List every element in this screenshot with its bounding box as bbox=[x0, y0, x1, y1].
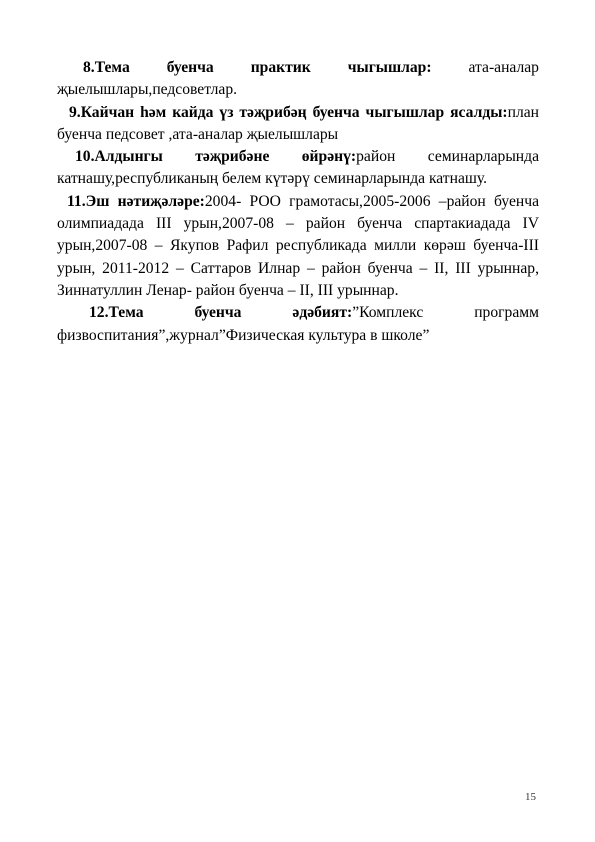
page-number: 15 bbox=[525, 791, 536, 803]
section-10 bbox=[57, 146, 539, 191]
section-10-text: район семинарларында катнашу,республиканың белем күтәрү семинарларында катнашу. bbox=[57, 148, 540, 188]
page-content bbox=[57, 57, 539, 347]
section-12-text: ”Комплекс программ физвоспитания”,журнал”Физическая культура в школе” bbox=[57, 304, 539, 344]
section-9-text: план буенча педсовет ,ата-аналар җыелышлары bbox=[57, 103, 539, 143]
section-12-heading: 12.Тема буенча әдәбият: bbox=[89, 304, 353, 322]
section-8-heading: 8.Тема буенча практик чыгышлар: bbox=[83, 59, 432, 76]
section-9 bbox=[57, 102, 539, 147]
section-11-heading: 11.Эш нәтиҗәләре: bbox=[67, 192, 205, 210]
section-12 bbox=[57, 302, 539, 347]
section-11 bbox=[57, 191, 539, 302]
section-8-text: ата-аналар җыелышлары,педсоветлар. bbox=[57, 59, 539, 99]
section-10-heading: 10.Алдынгы тәҗрибәне өйрәнү: bbox=[75, 148, 357, 166]
section-8 bbox=[57, 57, 539, 102]
section-11-text: 2004- РОО грамотасы,2005-2006 –район буенча олимпиадада III урын,2007-08 – район буенча спартакиадада IV урын,2007-08 – Якупов Рафил республикада милли көрәш буенча-III урын, 2011-2012 – Саттаров Илнар – район буенча – II, III урыннар, Зиннатуллин Ленар- район буенча – II, III урыннар. bbox=[57, 192, 539, 299]
section-9-heading: 9.Кайчан һәм кайда үз тәҗрибәң буенча чыгышлар ясалды: bbox=[69, 103, 508, 121]
